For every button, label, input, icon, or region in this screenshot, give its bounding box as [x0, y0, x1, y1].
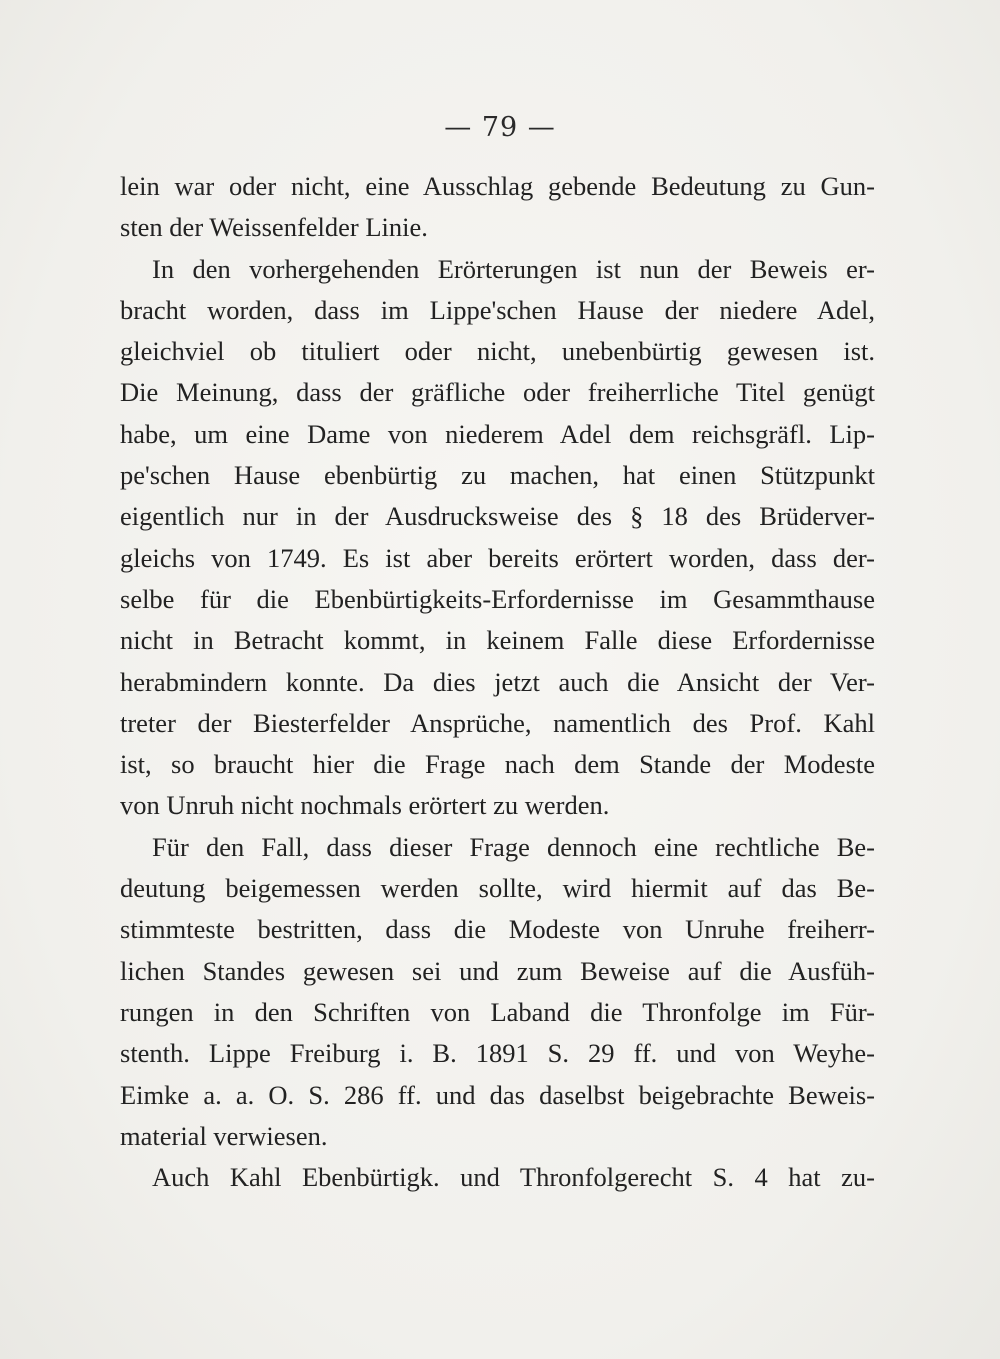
text-line: lichen Standes gewesen sei und zum Beweise auf die Ausfüh- [120, 955, 875, 986]
text-line: lein war oder nicht, eine Ausschlag gebende Bedeutung zu Gun- [120, 171, 875, 201]
text-line: sten der Weissenfelder Linie. [120, 212, 428, 243]
text-line: nicht in Betracht kommt, in keinem Falle diese Erfordernisse [120, 625, 875, 656]
text-line: selbe für die Ebenbürtigkeits-Erfordernisse im Gesammthause [120, 583, 875, 614]
text-line: gleichviel ob tituliert oder nicht, unebenbürtig gewesen ist. [120, 336, 875, 367]
text-line: ist, so braucht hier die Frage nach dem Stande der Modeste [120, 749, 875, 780]
text-line: Eimke a. a. O. S. 286 ff. und das daselbst beigebrachte Beweis- [120, 1079, 875, 1110]
text-line: eigentlich nur in der Ausdrucksweise des § 18 des Brüderver- [120, 501, 875, 532]
text-line: material verwiesen. [120, 1120, 328, 1151]
text-line: Auch Kahl Ebenbürtigk. und Thronfolgerecht S. 4 hat zu- [152, 1162, 875, 1193]
text-line: habe, um eine Dame von niederem Adel dem reichsgräfl. Lip- [120, 418, 875, 449]
text-line: herabmindern konnte. Da dies jetzt auch die Ansicht der Ver- [120, 666, 875, 697]
text-line: In den vorhergehenden Erörterungen ist nun der Beweis er- [152, 253, 875, 284]
text-line: pe'schen Hause ebenbürtig zu machen, hat einen Stützpunkt [120, 460, 875, 491]
text-line: rungen in den Schriften von Laband die Thronfolge im Für- [120, 996, 875, 1027]
text-line: stimmteste bestritten, dass die Modeste von Unruhe freiherr- [120, 914, 875, 945]
text-line: deutung beigemessen werden sollte, wird hiermit auf das Be- [120, 873, 875, 904]
text-line: von Unruh nicht nochmals erörtert zu werden. [120, 790, 610, 821]
text-line: Für den Fall, dass dieser Frage dennoch eine rechtliche Be- [152, 831, 875, 862]
text-line: gleichs von 1749. Es ist aber bereits erörtert worden, dass der- [120, 542, 875, 573]
page-number: — 79 — [444, 112, 556, 143]
body-text [120, 166, 875, 1198]
text-line: treter der Biesterfelder Ansprüche, namentlich des Prof. Kahl [120, 707, 875, 738]
text-line: bracht worden, dass im Lippe'schen Hause der niedere Adel, [120, 294, 875, 325]
text-line: stenth. Lippe Freiburg i. B. 1891 S. 29 ff. und von Weyhe- [120, 1038, 875, 1069]
text-line: Die Meinung, dass der gräfliche oder freiherrliche Titel genügt [120, 377, 875, 408]
